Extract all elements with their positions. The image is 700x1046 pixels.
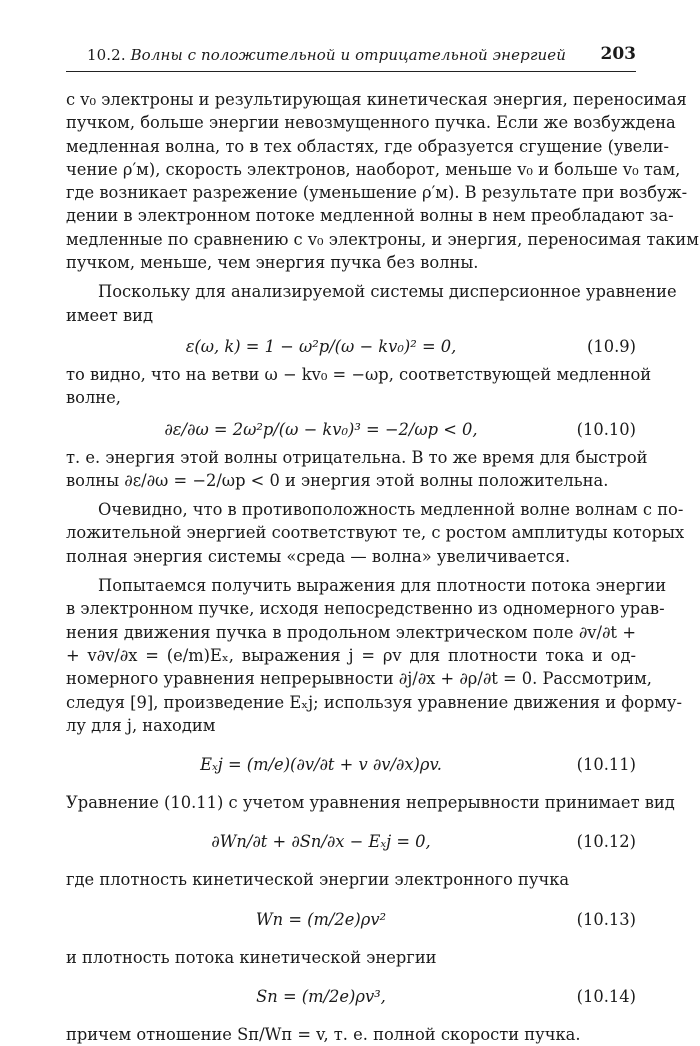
text-line: номерного уравнения непрерывности ∂j/∂x + ∂ρ/∂t = 0. Рассмотрим,	[66, 669, 652, 689]
text-line: дении в электронном потоке медленной волны в нем преобладают за-	[66, 206, 674, 226]
section-title: Волны с положительной и отрицательной энергией	[130, 46, 566, 64]
running-header-title	[87, 46, 566, 64]
header-rule	[66, 71, 636, 72]
paragraph-10	[66, 1023, 636, 1046]
equation-expression: Sп = (m/2e)ρv³,	[256, 987, 386, 1007]
equation-10-12	[66, 820, 636, 862]
paragraph-9	[66, 946, 636, 969]
equation-number: (10.9)	[587, 336, 636, 356]
paragraph-5	[66, 498, 685, 568]
paragraph-3	[66, 363, 652, 410]
running-header	[66, 44, 636, 68]
equation-10-10	[66, 414, 636, 442]
text-line: т. е. энергия этой волны отрицательна. В то же время для быстрой	[66, 447, 648, 467]
text-line: нения движения пучка в продольном электрическом поле ∂v/∂t +	[66, 622, 636, 642]
paragraph-7	[66, 791, 675, 814]
equation-number: (10.12)	[576, 832, 636, 852]
equation-10-9	[66, 331, 636, 359]
page-number: 203	[600, 44, 636, 64]
text-line: пучком, больше энергии невозмущенного пучка. Если же возбуждена	[66, 113, 676, 133]
equation-expression: ∂Wп/∂t + ∂Sп/∂x − Eₓj = 0,	[211, 832, 431, 852]
equation-expression: Eₓj = (m/e)(∂v/∂t + v ∂v/∂x)ρv.	[200, 755, 442, 775]
text-line: лу для j, находим	[66, 715, 216, 735]
equation-expression: ε(ω, k) = 1 − ω²p/(ω − kv₀)² = 0,	[185, 336, 457, 356]
text-line: следуя [9], произведение Eₓj; используя уравнение движения и форму-	[66, 692, 682, 712]
text-line: полная энергия системы «среда — волна» увеличивается.	[66, 546, 571, 566]
paragraph-2	[66, 280, 677, 327]
equation-10-11	[66, 743, 636, 785]
equation-number: (10.14)	[576, 987, 636, 1007]
text-line: волны ∂ε/∂ω = −2/ωp < 0 и энергия этой волны положительна.	[66, 470, 609, 490]
page-body	[66, 88, 699, 1046]
text-line: и плотность потока кинетической энергии	[66, 947, 437, 967]
equation-10-14	[66, 975, 636, 1017]
text-line: причем отношение Sп/Wп = v, т. е. полной скорости пучка.	[66, 1025, 581, 1045]
text-line: чение ρ′м), скорость электронов, наоборот, меньше v₀ и больше v₀ там,	[66, 159, 681, 179]
text-line: Попытаемся получить выражения для плотности потока энергии	[98, 576, 667, 596]
paragraph-6	[66, 574, 682, 737]
text-line: Очевидно, что в противоположность медленной волне волнам с по-	[98, 500, 684, 520]
text-line: где плотность кинетической энергии электронного пучка	[66, 870, 570, 890]
text-line: где возникает разрежение (уменьшение ρ′м). В результате при возбуж-	[66, 183, 688, 203]
section-number: 10.2.	[87, 46, 126, 64]
paragraph-1	[66, 88, 699, 274]
text-line: волне,	[66, 388, 121, 408]
text-line: Поскольку для анализируемой системы дисперсионное уравнение	[98, 282, 677, 302]
equation-number: (10.10)	[576, 419, 636, 439]
text-line: в электронном пучке, исходя непосредственно из одномерного урав-	[66, 599, 665, 619]
text-line: ложительной энергией соответствуют те, с ростом амплитуды которых	[66, 523, 685, 543]
text-line: медленные по сравнению с v₀ электроны, и энергия, переносимая таким	[66, 229, 699, 249]
text-line: с v₀ электроны и результирующая кинетическая энергия, переносимая	[66, 90, 687, 109]
text-line: пучком, меньше, чем энергия пучка без волны.	[66, 253, 479, 273]
paragraph-8	[66, 868, 636, 891]
equation-number: (10.13)	[576, 909, 636, 929]
text-line: Уравнение (10.11) с учетом уравнения непрерывности принимает вид	[66, 793, 675, 813]
text-line: + v∂v/∂x = (e/m)Eₓ, выражения j = ρv для плотности тока и од-	[66, 645, 636, 665]
text-line: медленная волна, то в тех областях, где образуется сгущение (увели-	[66, 136, 669, 156]
equation-expression: ∂ε/∂ω = 2ω²p/(ω − kv₀)³ = −2/ωp < 0,	[164, 419, 478, 439]
paragraph-4	[66, 446, 648, 493]
text-line: то видно, что на ветви ω − kv₀ = −ωp, соответствующей медленной	[66, 364, 652, 384]
text-line: имеет вид	[66, 305, 154, 325]
equation-expression: Wп = (m/2e)ρv²	[255, 909, 387, 929]
equation-number: (10.11)	[576, 755, 636, 775]
equation-10-13	[66, 898, 636, 940]
